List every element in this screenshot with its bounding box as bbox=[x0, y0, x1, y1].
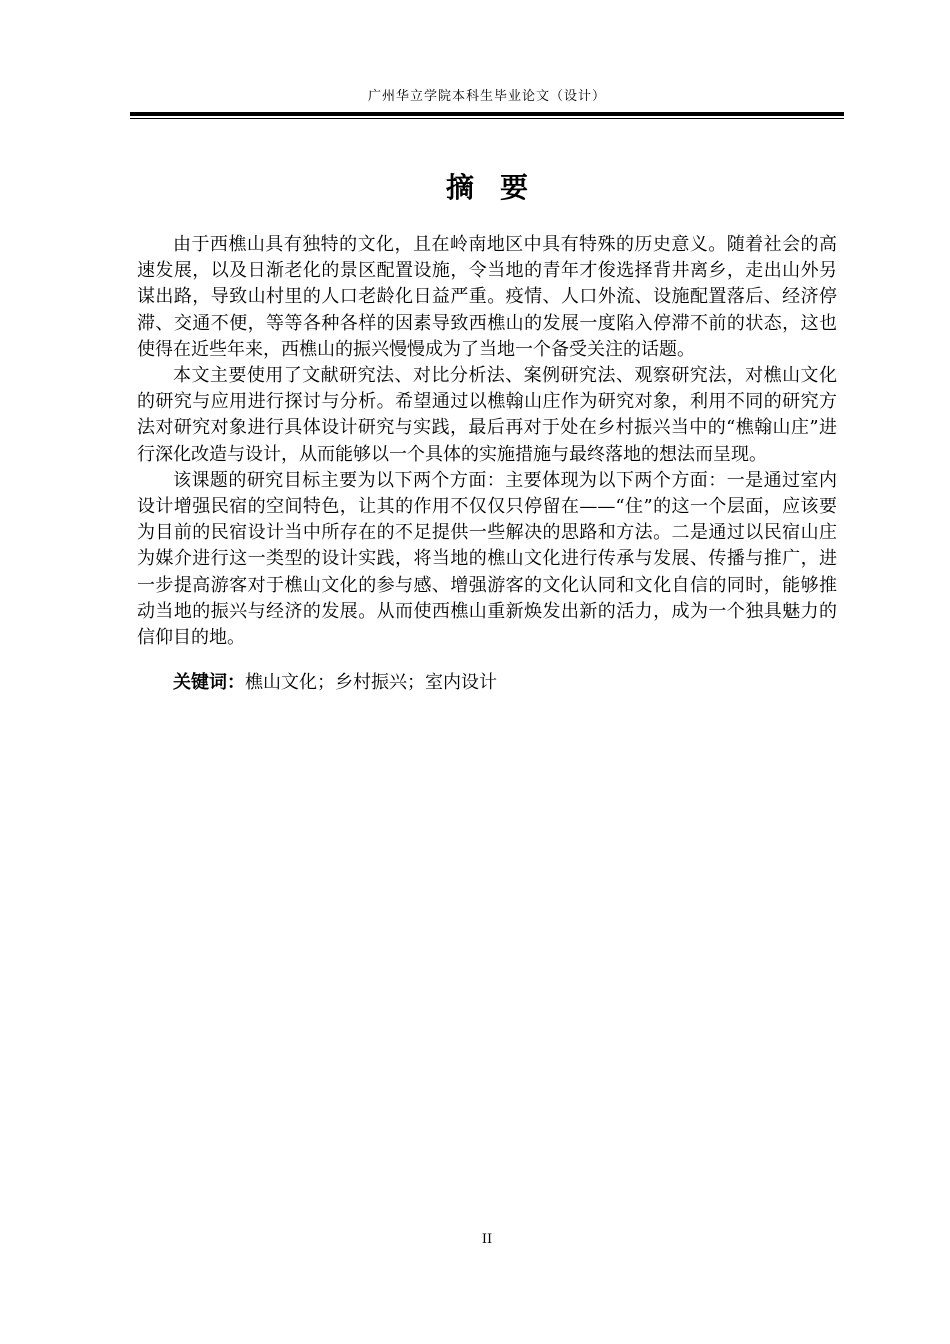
abstract-title: 摘要 bbox=[445, 171, 554, 204]
header-rule-thick bbox=[130, 112, 844, 116]
keywords-label: 关键词： bbox=[173, 672, 245, 694]
running-header: 广州华立学院本科生毕业论文（设计） bbox=[367, 89, 606, 104]
abstract-paragraph-3: 该课题的研究目标主要为以下两个方面：主要体现为以下两个方面：一是通过室内设计增强民宿的空间特色，让其的作用不仅仅只停留在——“住”的这一个层面，应该要为目前的民宿设计当中所存在的不足提供一些解决的思路和方法。二是通过以民宿山庄为媒介进行这一类型的设计实践，将当地的樵山文化进行传承与发展、传播与推广，进一步提高游客对于樵山文化的参与感、增强游客的文化认同和文化自信的同时，能够推动当地的振兴与经济的发展。从而使西樵山重新焕发出新的活力，成为一个独具魅力的信仰目的地。 bbox=[137, 469, 837, 649]
abstract-paragraph-2: 本文主要使用了文献研究法、对比分析法、案例研究法、观察研究法，对樵山文化的研究与应用进行探讨与分析。希望通过以樵翰山庄作为研究对象，利用不同的研究方法对研究对象进行具体设计研究与实践，最后再对于处在乡村振兴当中的“樵翰山庄”进行深化改造与设计，从而能够以一个具体的实施措施与最终落地的想法而呈现。 bbox=[137, 365, 837, 465]
keywords-value: 樵山文化；乡村振兴；室内设计 bbox=[245, 672, 497, 694]
page-number: II bbox=[481, 1232, 493, 1247]
header-rule-thin bbox=[130, 118, 844, 119]
abstract-paragraph-1: 由于西樵山具有独特的文化，且在岭南地区中具有特殊的历史意义。随着社会的高速发展，以及日渐老化的景区配置设施，令当地的青年才俊选择背井离乡，走出山外另谋出路，导致山村里的人口老龄化日益严重。疫情、人口外流、设施配置落后、经济停滞、交通不便，等等各种各样的因素导致西樵山的发展一度陷入停滞不前的状态，这也使得在近些年来，西樵山的振兴慢慢成为了当地一个备受关注的话题。 bbox=[137, 234, 837, 360]
abstract-body bbox=[137, 232, 837, 696]
keywords-line bbox=[137, 670, 837, 696]
